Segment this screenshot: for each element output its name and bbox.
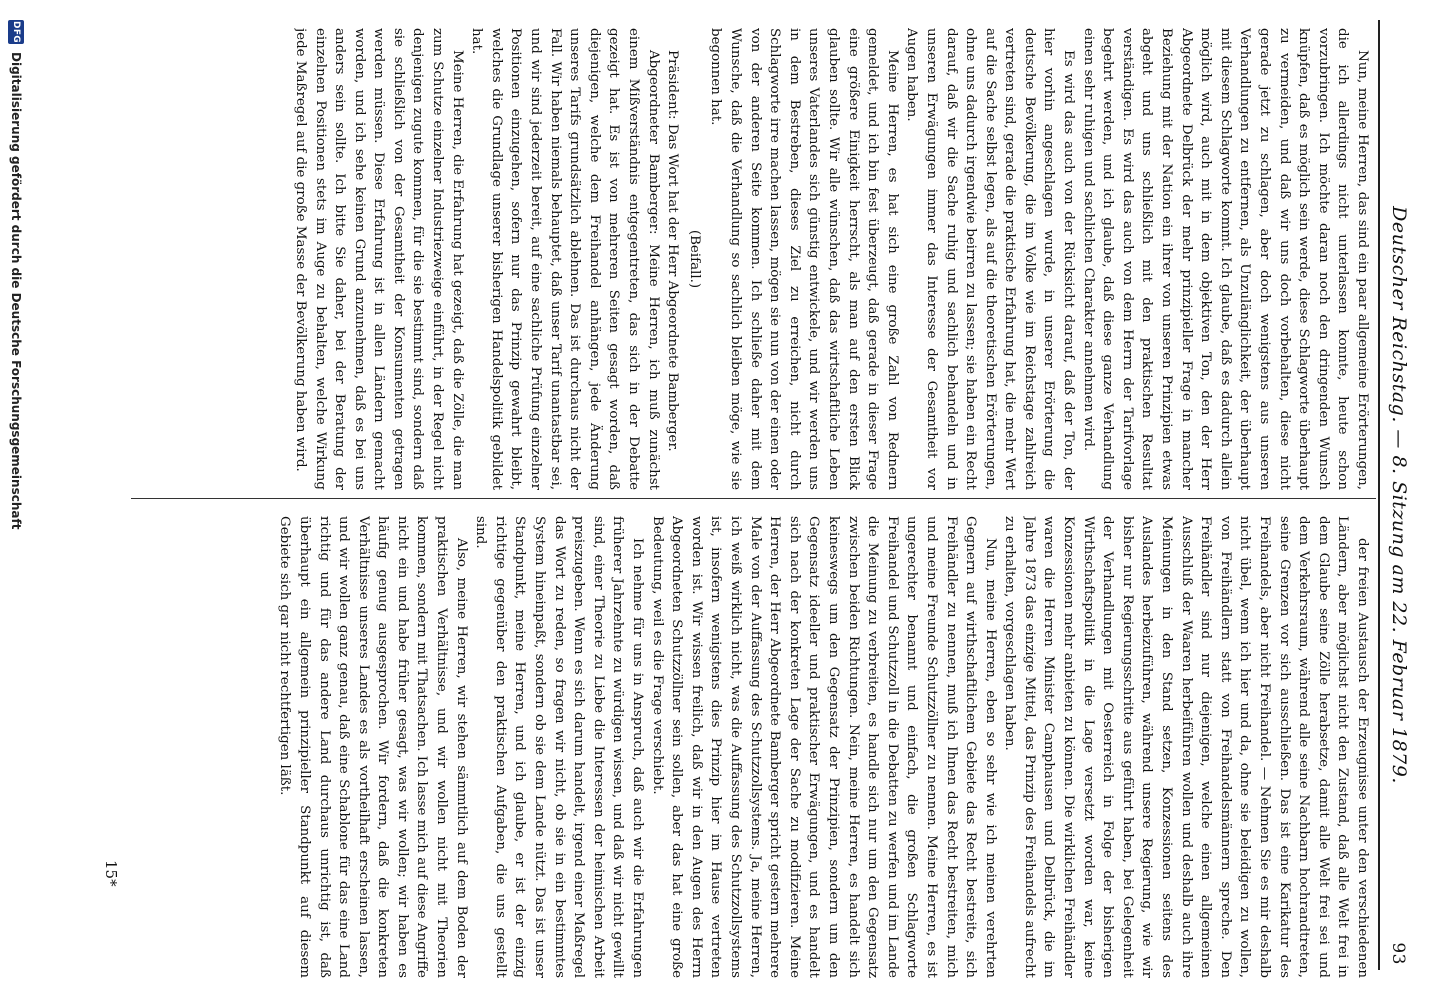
paragraph: Also, meine Herren, wir stehen sämmtlich auf dem Boden der praktischen Verhältnisse, und wir wollen nicht mit Theorien kommen, sondern mit Thatsachen. Ich lasse mich auf diese Angriffe nicht ein und habe früher gesagt, was wir wollen; wir haben es häufig genug ausgesprochen. Wir fordern, daß die konkreten Verhältnisse unseres Landes es als vortheilhaft erscheinen lassen, und wir wollen ganz genau, daß eine Schablone für das eine Land richtig und für das andere Land durchaus unrichtig ist, daß überhaupt ein allgemein prinzipieller Standpunkt auf diesem Gebiete sich gar nicht rechtfertigen läßt.: [277, 516, 469, 978]
paragraph: Es wird das auch von der Rücksicht darauf, daß der Ton, der hier vorhin angeschlagen wurde, in unserer Erörterung die deutsche Bevölkerung, die im Volke wie im Reichstage zahlreich vertreten sind, gerade die praktische Erfahrung hat, die mehr Wert auf die Sache selbst legen, als auf die theoretischen Erörterungen, ohne uns dadurch irgendwie beirren zu lassen; sie haben ein Recht darauf, daß wir die Sache ruhig und sachlich behandeln und in unseren Erwägungen immer das Interesse der Gesamtheit vor Augen haben.: [904, 28, 1077, 490]
paragraph: Abgeordneter Bamberger: Meine Herren, ich muß zunächst einem Mißverständnis entgegentreten, das sich in der Debatte gezeigt hat. Es ist von mehreren Seiten gesagt worden, daß diejenigen, welche dem Freihandel anhängen, jede Änderung unseres Tarifs grundsätzlich ablehnen. Das ist durchaus nicht der Fall. Wir haben niemals behauptet, daß unser Tarif unantastbar sei, und wir sind jederzeit bereit, auf eine sachliche Prüfung einzelner Positionen einzugehen, sofern nur das Prinzip gewahrt bleibt, welches die Grundlage unserer bisherigen Handelspolitik gebildet hat.: [469, 28, 661, 490]
digitization-footer: [8, 20, 24, 980]
paragraph: Präsident: Das Wort hat der Herr Abgeordnete Bamberger.: [665, 50, 681, 452]
footer-credit: Digitalisierung gefördert durch die Deutsche Forschungsgemeinschaft: [9, 52, 23, 530]
paragraph: Meine Herren, die Erfahrung hat gezeigt, daß die Zölle, die man zum Schutze einzelner Industriezweige einführt, in der Regel nicht denjenigen zugute kommen, für die sie bestimmt sind, sondern daß sie schließlich von der Gesamtheit der Konsumenten getragen werden müssen. Diese Erfahrung ist in allen Ländern gemacht worden, und ich sehe keinen Grund anzunehmen, daß es bei uns anders sein sollte. Ich bitte Sie daher, bei der Beratung der einzelnen Positionen stets im Auge zu behalten, welche Wirkung jede Maßregel auf die große Masse der Bevölkerung haben wird.: [292, 28, 465, 490]
dfg-logo-icon: DFG: [8, 20, 24, 44]
paragraph: Ich nehme für uns in Anspruch, daß auch wir die Erfahrungen früherer Jahrzehnte zu würdigen wissen, und daß wir nicht gewillt sind, einer Theorie zu Liebe die Interessen der heimischen Arbeit preiszugeben. Wenn es sich darum handelt, irgend einer Maßregel das Wort zu reden, so fragen wir nicht, ob sie in ein bestimmtes System hineinpaßt, sondern ob sie dem Lande nützt. Das ist unser Standpunkt, meine Herren, und ich glaube, er ist der einzig richtige gegenüber den praktischen Aufgaben, die uns gestellt sind.: [473, 516, 646, 978]
header-title: Deutscher Reichstag. — 8. Sitzung am 22. Februar 1879.: [1388, 206, 1410, 784]
right-text-column: [132, 516, 1372, 978]
paragraph: Nun, meine Herren, das sind ein paar allgemeine Erörterungen, die ich allerdings nicht unterlassen konnte, heute schon vorzubringen. Ich möchte daran noch den dringenden Wunsch knüpfen, daß es möglich sein werde, diese Schlagworte überhaupt zu vermeiden, und daß wir uns doch vorbehalten, diese nicht gerade jetzt zu schlagen, aber doch wenigstens aus unseren Verhandlungen zu entfernen, als Unzulänglichkeit, der überhaupt mit diesem Schlagworte kommt. Ich glaube, daß es dadurch allein möglich wird, auch mit in dem objektiven Ton, den der Herr Abgeordnete Delbrück der mehr prinzipieller Frage in mancher Beziehung mit der Nation ein ihrer von unseren Prinzipien etwas abgeht und uns schließlich mit den praktischen Resultat verständigen. Es wird das auch von dem Herrn der Tarifvorlage begehrt werden, und ich glaube, daß diese ganze Verhandlung einen sehr ruhigen und sachlichen Charakter annehmen wird.: [1080, 28, 1370, 490]
paragraph: Meine Herren, es hat sich eine große Zahl von Rednern gemeldet, und ich bin fest überzeugt, daß gerade in dieser Frage eine größere Einigkeit herrscht, als man auf den ersten Blick glauben sollte. Wir alle wünschen, daß das wirtschaftliche Leben unseres Vaterlandes sich günstig entwickele, und wir werden uns in dem Bestreben, dieses Ziel zu erreichen, nicht durch Schlagworte irre machen lassen, mögen sie nun von der einen oder von der anderen Seite kommen. Ich schließe daher mit dem Wunsche, daß die Verhandlung so sachlich bleiben möge, wie sie begonnen hat.: [708, 28, 900, 490]
header-rule: [1378, 20, 1380, 970]
applause-note: (Beifall.): [686, 229, 702, 289]
running-header: [1388, 25, 1422, 965]
paragraph: der freien Austausch der Erzeugnisse unter den verschiedenen Ländern, aber möglichst nicht den Zustand, daß alle Welt frei in dem Glaube seine Zölle herabsetze, damit alle Welt frei sei und dem Verkehrsraum, während alle seine Nachbarn hochrandtreten, seine Grenzen vor sich ausschließen. Das ist eine Karikatur des Freihandels, aber nicht Freihandel. — Nehmen Sie es mir deshalb nicht übel, wenn ich hier und da, ohne sie beleidigen zu wollen, von Freihändlern statt von Freihandelsmännern spreche. Den Freihändler sind nur diejenigen, welche einen allgemeinen Ausschluß der Waaren herbeiführen wollen und deshalb auch ihre Meinungen in den Stand setzen, Konzessionen seitens des Auslandes herbeizuführen, während unsere Regierung, wie wir bisher nur Regierungsschritte aus geführt haben, bei Gelegenheit der Verhandlungen mit Oesterreich in Folge der bisherigen Wirthschaftspolitik in die Lage versetzt worden war, keine Konzessionen mehr anbieten zu können. Die wirklichen Freihändler waren die Herren Minister Camphausen und Delbrück, die im Jahre 1873 das einzige Mittel, das Prinzip des Freihandels aufrecht zu erhalten, vorgeschlagen haben.: [1002, 516, 1370, 978]
signature-mark: 15*: [102, 860, 120, 887]
column-divider: [131, 498, 1376, 499]
left-text-column: [132, 28, 1372, 490]
paragraph: Nun, meine Herren, eben so sehr wie ich meinen verehrten Gegnern auf wirthschaftlichem Gebiete das Recht bestreite, sich Freihändler zu nennen, muß ich Ihnen das Recht bestreiten, mich und meine Freunde Schutzzöllner zu nennen. Meine Herren, es ist ungerechter benannt und einfach, die großen Schlagworte Freihandel und Schutzzoll in die Debatten zu werfen und im Lande die Meinung zu verbreiten, es handle sich nur um den Gegensatz zwischen beiden Richtungen. Nein, meine Herren, es handelt sich keineswegs um den Gegensatz der Prinzipien, sondern um den Gegensatz ideeller und praktischer Erwägungen, und es handelt sich nach der konkreten Lage der Sache zu modifizieren. Meine Herren, der Herr Abgeordnete Bamberger spricht gestern mehrere Male von der Auffassung des Schutzzollsystems. Ja, meine Herren, ich weiß wirklich nicht, was die Auffassung des Schutzzollsystems ist, insofern wenigstens dies Prinzip hier im Hause vertreten worden ist. Wir wissen freilich, daß wir in den Augen des Herrn Abgeordneten Schutzzöllner sein sollen, aber das hat eine große Bedeutung, weil es die Frage verschiebt.: [649, 516, 998, 978]
page-number: 93: [1388, 942, 1408, 965]
